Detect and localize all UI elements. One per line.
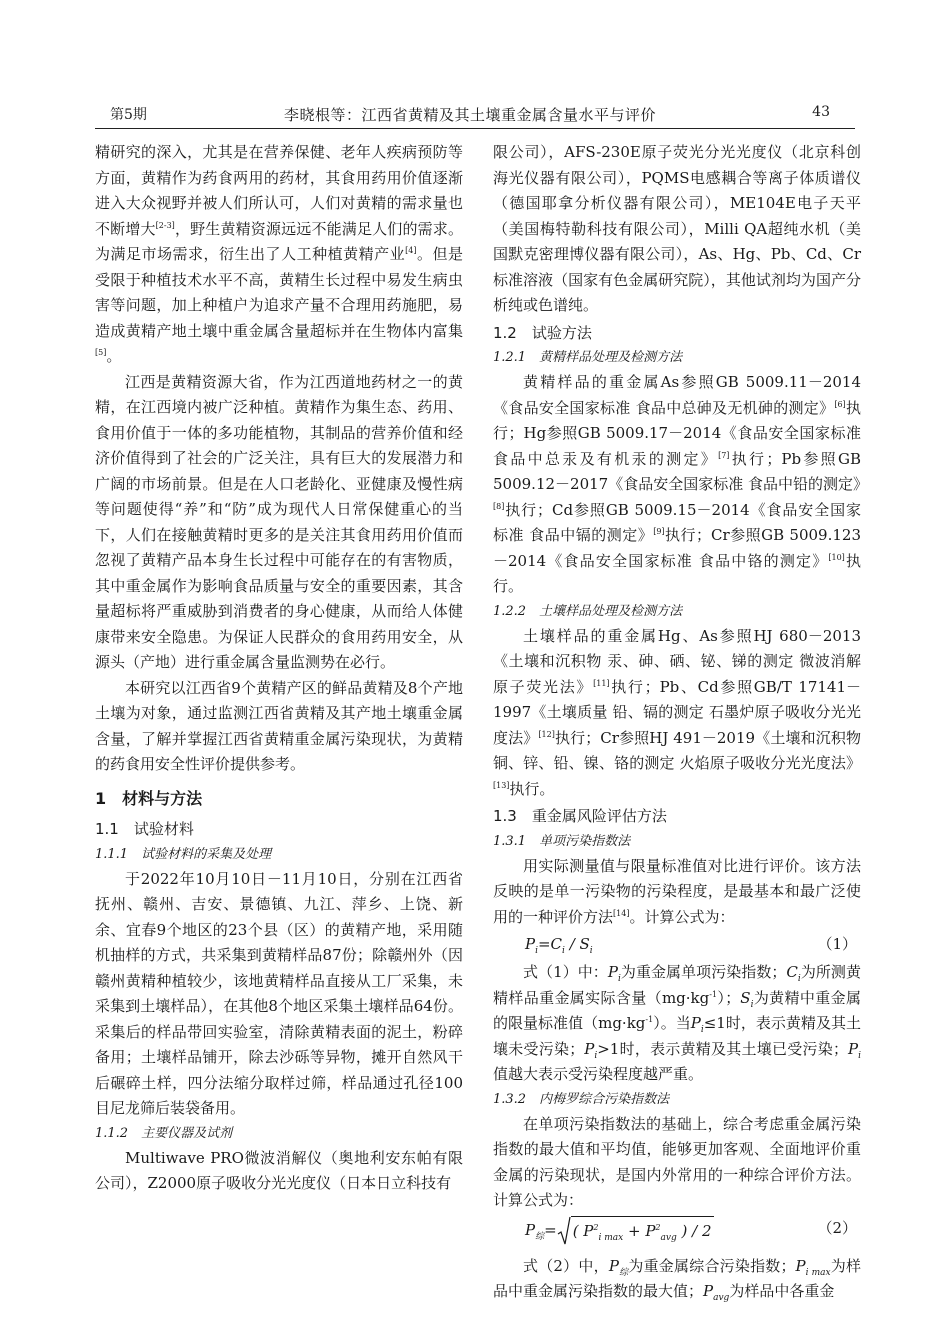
nemerow-paragraph: 在单项污染指数法的基础上，综合考虑重金属污染指数的最大值和平均值，能够更加客观、全面地评价重金属的污染现状，是国内外常用的一种综合评价方法。计算公式为： (493, 1114, 861, 1209)
section-heading-1-3-1: 1.3.1 单项污染指数法 (493, 833, 631, 849)
intro-paragraph-continued: 精研究的深入，尤其是在营养保健、老年人疾病预防等方面，黄精作为药食两用的药材，其食用药用价值逐渐进入大众视野并被人们所认可，人们对黄精的需求量也不断增大[2-3]，野生黄精资源远远不能满足人们的需求。为满足市场需求，衍生出了人工种植黄精产业[4]。但是受限于种植技术水平不高，黄精生长过程中易发生病虫害等问题，加上种植户为追求产量不合理用药施肥，易造成黄精产地土壤中重金属含量超标并在生物体内富集[5]。 (95, 143, 463, 365)
equation-2 (493, 1214, 861, 1254)
equation-1-explanation: 式（1）中：$P_i$为重金属单项污染指数；$C_i$为所测黄精样品重金属实际含量$(mg\cdot kg^{-1})$；$S_i$为黄精中重金属的限量标准值$(mg\cdot kg^{-1})$。当$P_i\le 1$时，表示黄精及其土壤未受污染；$P_i>1$时，表示黄精及其土壤已受污染；$P_i$值越大表示受污染程度越严重。 (493, 963, 861, 1083)
page-number: 43 (812, 104, 830, 120)
instruments-paragraph: Multiwave PRO微波消解仪（奥地利安东帕有限公司），Z2000原子吸收分光光度仪（日本日立科技有 (95, 1148, 463, 1192)
header-rule (95, 128, 855, 129)
soil-methods-paragraph: 土壤样品的重金属Hg、As参照HJ 680－2013《土壤和沉积物 汞、砷、硒、铋、锑的测定 微波消解原子荧光法》[11]执行；Pb、Cd参照GB/T 17141－1997《土壤质量 铅、镉的测定 石墨炉原子吸收分光光度法》[12]执行；Cr参照HJ 491－2019《土壤和沉积物 铜、锌、铅、镍、铬的测定 火焰原子吸收分光光度法》[13]执行。 (493, 626, 861, 798)
instruments-paragraph-continued: 限公司），AFS-230E原子荧光分光光度仪（北京科创海光仪器有限公司），PQMS电感耦合等离子体质谱仪（德国耶拿分析仪器有限公司），ME104E电子天平（美国梅特勒科技有限公司），Milli QA超纯水机（美国默克密理博仪器有限公司），As、Hg、Pb、Cd、Cr标准溶液（国家有色金属研究院），其他试剂均为国产分析纯或色谱纯。 (493, 143, 861, 314)
intro-paragraph-objective: 本研究以江西省9个黄精产区的鲜品黄精及8个产地土壤为对象，通过监测江西省黄精及其产地土壤重金属含量，了解并掌握江西省黄精重金属污染现状，为黄精的药食用安全性评价提供参考。 (95, 678, 463, 773)
section-heading-1-1-2: 1.1.2 主要仪器及试剂 (95, 1125, 233, 1141)
left-column (95, 140, 463, 1197)
section-heading-1-1: 1.1 试验材料 (95, 820, 194, 838)
right-column (493, 140, 868, 1305)
equation-1 (493, 930, 861, 960)
section-heading-1: 1 材料与方法 (95, 788, 203, 808)
equation-1-expression: $P_i=C_i / S_i$ (525, 935, 593, 956)
equation-2-number: （2） (817, 1218, 857, 1237)
sampling-paragraph: 于2022年10月10日－11月10日，分别在江西省抚州、赣州、吉安、景德镇、九江、萍乡、上饶、新余、宜春9个地区的23个县（区）的黄精产地，采用随机抽样的方式，共采集到黄精样品87份；除赣州外（因赣州黄精种植较少，该地黄精样品直接从工厂采集，未采集到土壤样品），在其他8个地区采集土壤样品64份。采集后的样品带回实验室，清除黄精表面的泥土，粉碎备用；土壤样品铺开，除去沙砾等异物，摊开自然风干后碾碎土样，四分法缩分取样过筛，样品通过孔径100目尼龙筛后装袋备用。 (95, 869, 463, 1117)
section-heading-1-2-1: 1.2.1 黄精样品处理及检测方法 (493, 350, 683, 365)
running-title: 李晓根等：江西省黄精及其土壤重金属含量水平与评价 (283, 106, 656, 124)
square-root-icon (557, 1216, 571, 1246)
intro-paragraph-jiangxi: 江西是黄精资源大省，作为江西道地药材之一的黄精，在江西境内被广泛种植。黄精作为集生态、药用、食用价值于一体的多功能植物，其制品的营养价值和经济价值得到了社会的广泛关注，具有巨大的发展潜力和广阔的市场前景。但是在人口老龄化、亚健康及慢性病等问题使得“养”和“防”成为现代人日常保健重心的当下，人们在接触黄精时更多的是关注其食用药用价值而忽视了黄精产品本身生长过程中可能存在的有害物质，其中重金属作为影响食品质量与安全的重要因素，其含量超标将严重威胁到消费者的身心健康，从而给人体健康带来安全隐患。为保证人民群众的食用药用安全，从源头（产地）进行重金属含量监测势在必行。 (95, 372, 463, 671)
section-heading-1-2-2: 1.2.2 土壤样品处理及检测方法 (493, 603, 683, 619)
issue-number: 第5期 (110, 107, 147, 123)
sample-methods-paragraph: 黄精样品的重金属As参照GB 5009.11－2014《食品安全国家标准 食品中总砷及无机砷的测定》[6]执行；Hg参照GB 5009.17－2014《食品安全国家标准 食品中总汞及有机汞的测定》[7]执行；Pb参照GB 5009.12－2017《食品安全国家标准 食品中铅的测定》[8]执行；Cd参照GB 5009.15－2014《食品安全国家标准 食品中镉的测定》[9]执行；Cr参照GB 5009.123－2014《食品安全国家标准 食品中铬的测定》[10]执行。 (493, 373, 868, 595)
section-heading-1-2: 1.2 试验方法 (493, 323, 592, 342)
equation-2-expression: $P_综=$ ( $P^2_{i max} + P^2_{avg}$ ) / 2 (525, 1216, 714, 1246)
single-index-paragraph: 用实际测量值与限量标准值对比进行评价。该方法反映的是单一污染物的污染程度，是最基本和最广泛使用的一种评价方法[14]。计算公式为： (493, 856, 861, 926)
equation-1-number: （1） (817, 935, 857, 953)
running-header (110, 104, 830, 128)
section-heading-1-3-2: 1.3.2 内梅罗综合污染指数法 (493, 1091, 670, 1107)
equation-2-explanation: 式（2）中，$P_综$为重金属综合污染指数；$P_{i max}$为样品中重金属污染指数的最大值；$P_{avg}$为样品中各重金 (493, 1256, 861, 1303)
section-heading-1-1-1: 1.1.1 试验材料的采集及处理 (95, 846, 272, 862)
section-heading-1-3: 1.3 重金属风险评估方法 (493, 807, 667, 825)
